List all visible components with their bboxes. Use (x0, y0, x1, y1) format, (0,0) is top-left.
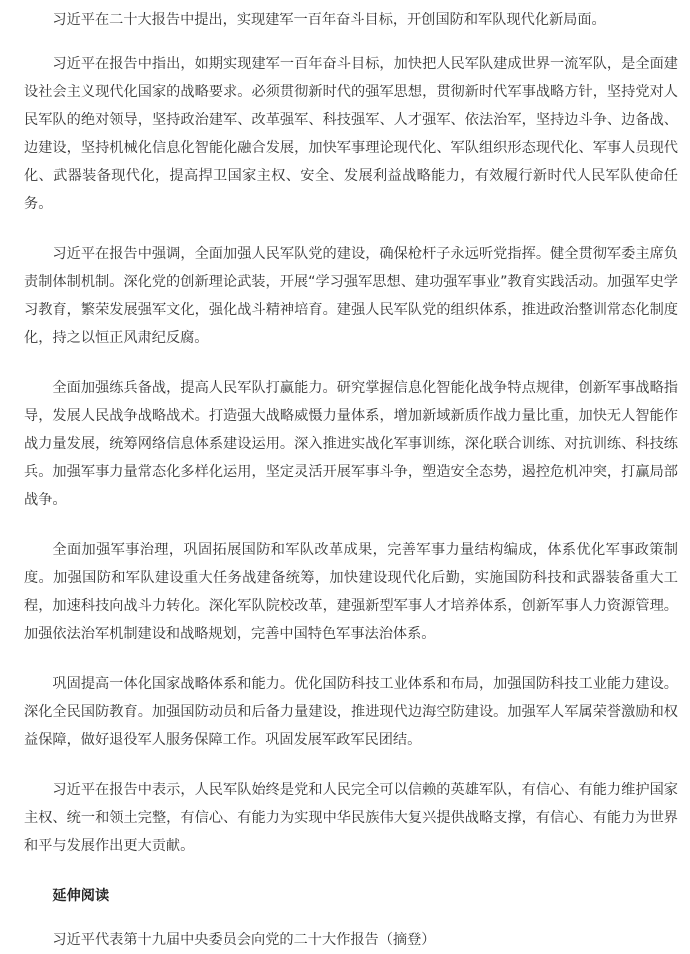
article-paragraph-1: 习近平在二十大报告中提出，实现建军一百年奋斗目标，开创国防和军队现代化新局面。 (52, 12, 606, 28)
article-paragraph-2: 习近平在报告中指出，如期实现建军一百年奋斗目标，加快把人民军队建成世界一流军队，是全面建设社会主义现代化国家的战略要求。必须贯彻新时代的强军思想，贯彻新时代军事战略方针，坚持党对人民军队的绝对领导，坚持政治建军、改革强军、科技强军、人才强军、依法治军，坚持边斗争、边备战、边建设，坚持机械化信息化智能化融合发展，加快军事理论现代化、军队组织形态现代化、军事人员现代化、武器装备现代化，提高捍卫国家主权、安全、发展利益战略能力，有效履行新时代人民军队使命任务。 (24, 56, 678, 212)
article-paragraph-5: 全面加强军事治理，巩固拓展国防和军队改革成果，完善军事力量结构编成，体系优化军事政策制度。加强国防和军队建设重大任务战建备统筹，加快建设现代化后勤，实施国防科技和武器装备重大工程，加速科技向战斗力转化。深化军队院校改革，建强新型军事人才培养体系，创新军事人力资源管理。加强依法治军机制建设和战略规划，完善中国特色军事法治体系。 (24, 542, 678, 642)
further-reading-heading: 延伸阅读 (52, 888, 110, 904)
article-paragraph-4: 全面加强练兵备战，提高人民军队打赢能力。研究掌握信息化智能化战争特点规律，创新军事战略指导，发展人民战争战略战术。打造强大战略威慑力量体系，增加新域新质作战力量比重，加快无人智能作战力量发展，统筹网络信息体系建设运用。深入推进实战化军事训练，深化联合训练、对抗训练、科技练兵。加强军事力量常态化多样化运用，坚定灵活开展军事斗争，塑造安全态势，遏控危机冲突，打赢局部战争。 (24, 380, 678, 508)
article-paragraph-3: 习近平在报告中强调，全面加强人民军队党的建设，确保枪杆子永远听党指挥。健全贯彻军委主席负责制体制机制。深化党的创新理论武装，开展“学习强军思想、建功强军事业”教育实践活动。加强军史学习教育，繁荣发展强军文化，强化战斗精神培育。建强人民军队党的组织体系，推进政治整训常态化制度化，持之以恒正风肃纪反腐。 (24, 246, 678, 346)
article-paragraph-7: 习近平在报告中表示，人民军队始终是党和人民完全可以信赖的英雄军队，有信心、有能力维护国家主权、统一和领土完整，有信心、有能力为实现中华民族伟大复兴提供战略支撑，有信心、有能力为世界和平与发展作出更大贡献。 (24, 782, 678, 854)
article-paragraph-6: 巩固提高一体化国家战略体系和能力。优化国防科技工业体系和布局，加强国防科技工业能力建设。深化全民国防教育。加强国防动员和后备力量建设，推进现代边海空防建设。加强军人军属荣誉激励和权益保障，做好退役军人服务保障工作。巩固发展军政军民团结。 (24, 676, 678, 748)
further-reading-link[interactable]: 习近平代表第十九届中央委员会向党的二十大作报告（摘登） (52, 932, 436, 948)
